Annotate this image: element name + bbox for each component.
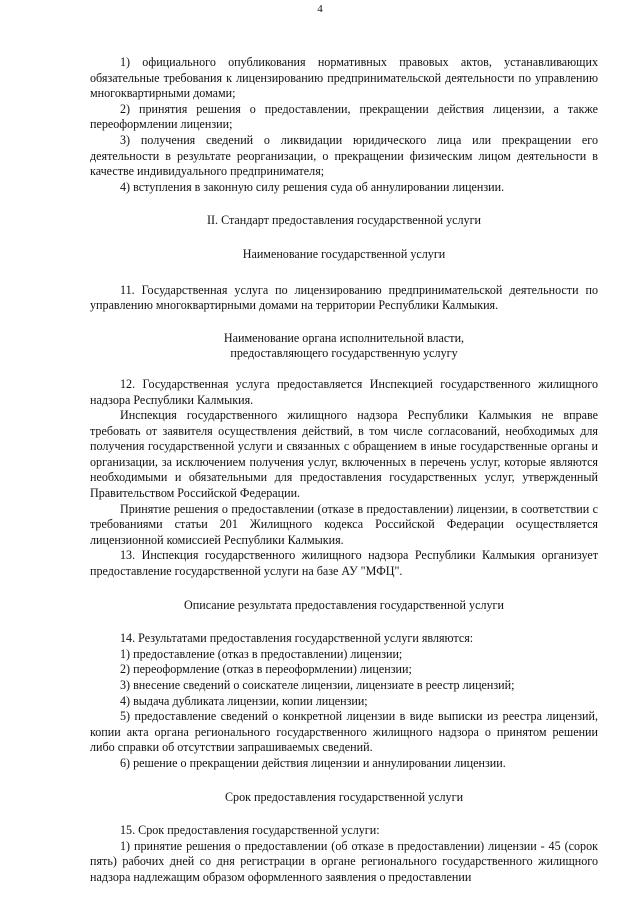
paragraph-15-1: 1) принятие решения о предоставлении (об отказе в предоставлении) лицензии - 45 (сорок пять) рабочих дней со дня регистрации в органе регионального государственного жилищного надзора надлежащим образом оформленного заявления о предоставлении [90, 838, 598, 884]
result-item-3: 3) внесение сведений о соискателе лицензии, лицензиате в реестр лицензий; [120, 678, 515, 692]
paragraph-item-1: 1) официального опубликования нормативных правовых актов, устанавливающих обязательные требования к лицензированию предпринимательской деятельности по управлению многоквартирными домами; [90, 55, 598, 101]
heading-term: Срок предоставления государственной услуги [224, 789, 464, 804]
paragraph-15: 15. Срок предоставления государственной услуги: [120, 823, 380, 838]
paragraph-12: 12. Государственная услуга предоставляется Инспекцией государственного жилищного надзора Республики Калмыкия. [90, 376, 598, 407]
result-item-4: 4) выдача дубликата лицензии, копии лицензии; [120, 693, 368, 708]
paragraph-12-a: Инспекция государственного жилищного надзора Республики Калмыкия не вправе требовать от заявителя осуществления действий, в том числе согласований, необходимых для получения государственной услуги и связанных с обращением в иные государственные органы и организации, за исключением получения услуг, включенных в перечень услуг, которые являются необходимыми и обязательными для предоставления государственных услуг, утвержденный Правительством Российской Федерации. [90, 408, 598, 501]
result-item-2: 2) переоформление (отказ в переоформлении) лицензии; [120, 662, 412, 677]
page-number: 4 [317, 3, 323, 15]
paragraph-item-2: 2) принятия решения о предоставлении, прекращении действия лицензии, а также переоформлении лицензии; [90, 101, 598, 132]
paragraph-14: 14. Результатами предоставления государственной услуги являются: [120, 631, 474, 646]
paragraph-13: 13. Инспекция государственного жилищного надзора Республики Калмыкия организует предоставление государственной услуги на базе АУ "МФЦ". [90, 548, 598, 579]
paragraph-11: 11. Государственная услуга по лицензированию предпринимательской деятельности по управлению многоквартирными домами на территории Республики Калмыкия. [90, 282, 598, 313]
heading-service-name: Наименование государственной услуги [242, 246, 446, 261]
document-body [90, 55, 598, 886]
result-item-5: 5) предоставление сведений о конкретной лицензии в виде выписки из реестра лицензий, копии акта органа регионального государственного жилищного надзора о принятом решении либо справки об отсутствии запрашиваемых сведений. [90, 709, 598, 755]
paragraph-item-4: 4) вступления в законную силу решения суда об аннулировании лицензии. [120, 179, 505, 194]
heading-organ [90, 331, 598, 362]
paragraph-12-b: Принятие решения о предоставлении (отказе в предоставлении) лицензии, в соответствии с требованиями статьи 201 Жилищного кодекса Российской Федерации осуществляется лицензионной комиссией Республики Калмыкия. [90, 501, 598, 547]
section-title: II. Стандарт предоставления государственной услуги [206, 213, 482, 228]
result-item-6: 6) решение о прекращении действия лицензии и аннулировании лицензии. [120, 755, 506, 770]
heading-organ-line1: Наименование органа исполнительной власти, [223, 330, 465, 345]
paragraph-item-3: 3) получения сведений о ликвидации юридического лица или прекращении его деятельности в результате реорганизации, о прекращении физическим лицом деятельности в качестве индивидуального предпринимателя; [90, 132, 598, 179]
heading-result: Описание результата предоставления государственной услуги [184, 597, 504, 612]
result-item-1: 1) предоставление (отказ в предоставлении) лицензии; [120, 646, 403, 661]
heading-organ-line2: предоставляющего государственную услугу [230, 346, 458, 361]
